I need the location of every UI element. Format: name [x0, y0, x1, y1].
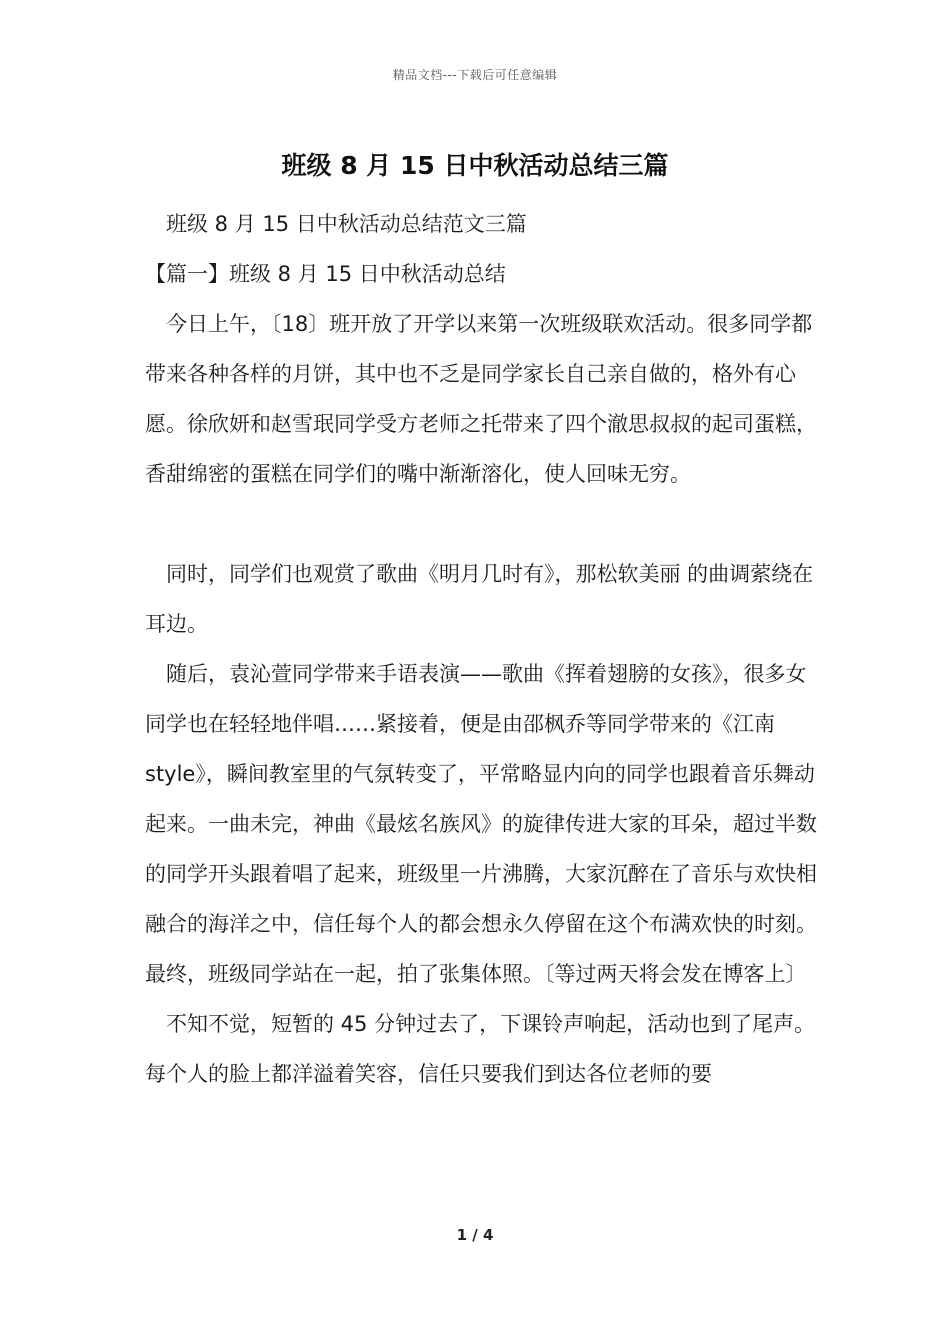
section-heading: 【篇一】班级 8 月 15 日中秋活动总结	[145, 262, 506, 286]
paragraph: 不知不觉，短暂的 45 分钟过去了，下课铃声响起，活动也到了尾声。每个人的脸上都洋溢着笑容，信任只要我们到达各位老师的要	[145, 1012, 816, 1086]
paragraph: 同时，同学们也观赏了歌曲《明月几时有》，那松软美丽 的曲调萦绕在耳边。	[145, 562, 814, 636]
paragraph: 今日上午，〔18〕班开放了开学以来第一次班级联欢活动。很多同学都带来各种各样的月饼，其中也不乏是同学家长自己亲自做的，格外有心愿。徐欣妍和赵雪珉同学受方老师之托带来了四个澈思叔叔的起司蛋糕，香甜绵密的蛋糕在同学们的嘴中渐渐溶化，使人回味无穷。	[145, 312, 817, 486]
document-body	[145, 199, 825, 1099]
document-subtitle: 班级 8 月 15 日中秋活动总结范文三篇	[166, 212, 527, 236]
page-header: 精品文档---下载后可任意编辑	[392, 68, 558, 82]
paragraph: 随后，袁沁萱同学带来手语表演——歌曲《挥着翅膀的女孩》，很多女同学也在轻轻地伴唱……紧接着，便是由邵枫乔等同学带来的《江南 style》，瞬间教室里的气氛转变了，平常略显内向的同学也跟着音乐舞动起来。一曲未完，神曲《最炫名族风》的旋律传进大家的耳朵，超过半数的同学开头跟着唱了起来，班级里一片沸腾，大家沉醉在了音乐与欢快相融合的海洋之中，信任每个人的都会想永久停留在这个布满欢快的时刻。最终，班级同学站在一起，拍了张集体照。〔等过两天将会发在博客上〕	[145, 662, 817, 986]
paragraph-gap	[145, 499, 825, 549]
document-title: 班级 8 月 15 日中秋活动总结三篇	[281, 151, 669, 180]
page-number: 1 / 4	[456, 1226, 494, 1244]
